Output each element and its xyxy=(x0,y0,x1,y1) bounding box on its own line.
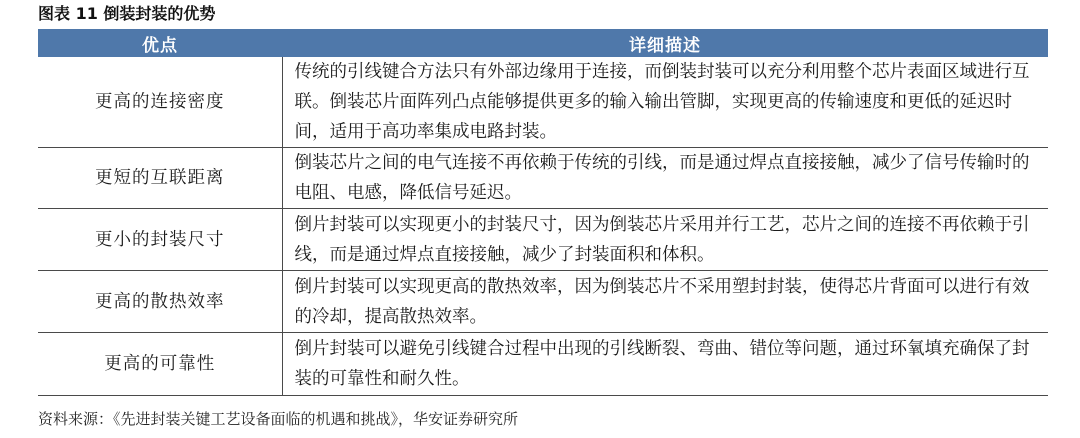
advantage-cell: 更高的连接密度 xyxy=(38,57,282,148)
column-header-advantage: 优点 xyxy=(38,29,282,57)
advantages-table xyxy=(38,29,1048,396)
table-row xyxy=(38,333,1048,396)
table-header-row xyxy=(38,29,1048,57)
figure-caption: 图表 11 倒装封装的优势 xyxy=(38,4,216,23)
table-row xyxy=(38,57,1048,148)
source-note: 资料来源：《先进封装关键工艺设备面临的机遇和挑战》，华安证券研究所 xyxy=(38,410,519,428)
advantage-cell: 更高的散热效率 xyxy=(38,271,282,333)
description-cell: 倒片封装可以实现更高的散热效率，因为倒装芯片不采用塑封封装，使得芯片背面可以进行有效的冷却，提高散热效率。 xyxy=(282,271,1048,333)
description-cell: 传统的引线键合方法只有外部边缘用于连接，而倒装封装可以充分利用整个芯片表面区域进行互联。倒装芯片面阵列凸点能够提供更多的输入输出管脚，实现更高的传输速度和更低的延迟时间，适用于高功率集成电路封装。 xyxy=(282,57,1048,148)
column-header-description: 详细描述 xyxy=(282,29,1048,57)
table-row xyxy=(38,271,1048,333)
description-cell: 倒片封装可以实现更小的封装尺寸，因为倒装芯片采用并行工艺，芯片之间的连接不再依赖于引线，而是通过焊点直接接触，减少了封装面积和体积。 xyxy=(282,209,1048,271)
advantage-cell: 更小的封装尺寸 xyxy=(38,209,282,271)
description-cell: 倒片封装可以避免引线键合过程中出现的引线断裂、弯曲、错位等问题，通过环氧填充确保了封装的可靠性和耐久性。 xyxy=(282,333,1048,396)
description-cell: 倒装芯片之间的电气连接不再依赖于传统的引线，而是通过焊点直接接触，减少了信号传输时的电阻、电感，降低信号延迟。 xyxy=(282,148,1048,209)
table-row xyxy=(38,148,1048,209)
advantage-cell: 更高的可靠性 xyxy=(38,333,282,396)
advantage-cell: 更短的互联距离 xyxy=(38,148,282,209)
table-row xyxy=(38,209,1048,271)
